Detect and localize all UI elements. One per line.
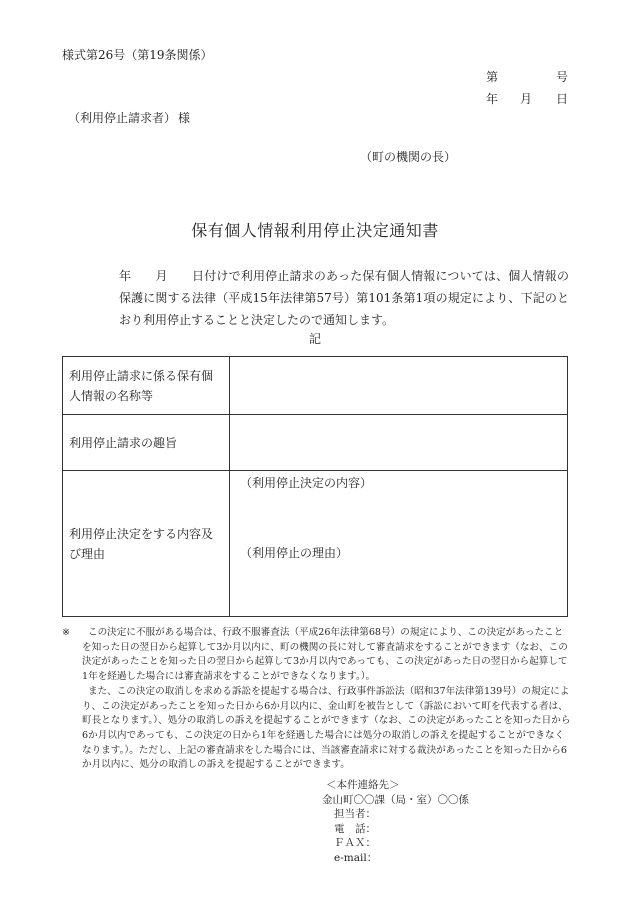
contact-block	[322, 778, 469, 866]
honorific: 様	[178, 111, 191, 125]
date-day: 日	[556, 92, 569, 106]
note-review-request-text: この決定に不服がある場合は、行政不服審査法（平成26年法律第68号）の規定により、この決定があったことを知った日の翌日から起算して3か月以内に、町の機関の長に対して審査請求をすることができます（なお、この決定があったことを知った日の翌日から起算して3か月以内であっても、この決定があった日の翌日から起算して1年を経過した場合には審査請求をすることができなくなります。）。	[82, 627, 568, 683]
notice-body	[64, 265, 569, 331]
row-label-purpose: 利用停止請求の趣旨	[63, 415, 230, 471]
note-review-request	[62, 626, 572, 685]
notes-section	[62, 626, 572, 773]
decision-reason-label: （利用停止の理由）	[240, 546, 349, 560]
table-row	[63, 357, 568, 415]
decision-table	[62, 356, 568, 617]
notice-body-text: 年 月 日付けで利用停止請求のあった保有個人情報については、個人情報の保護に関する法律（平成15年法律第57号）第101条第1項の規定により、下記のとおり利用停止することと決定したので通知します。	[119, 269, 569, 327]
contact-email: e-mail：	[334, 851, 378, 864]
row-value-decision	[230, 471, 568, 617]
document-title: 保有個人情報利用停止決定通知書	[191, 221, 439, 240]
row-value-info-name	[230, 357, 568, 415]
table-row	[63, 415, 568, 471]
row-value-purpose	[230, 415, 568, 471]
number-suffix: 号	[556, 70, 569, 84]
form-number: 様式第26号（第19条関係）	[62, 48, 213, 62]
contact-heading: ＜本件連絡先＞	[326, 779, 400, 791]
note-lawsuit	[62, 685, 572, 773]
row-label-info-name: 利用停止請求に係る保有個人情報の名称等	[63, 357, 230, 415]
number-prefix: 第	[486, 70, 499, 84]
contact-fax: ＦＡＸ：	[334, 837, 376, 850]
contact-dept: 金山町〇〇課（局・室）〇〇係	[322, 793, 469, 806]
contact-person: 担当者：	[334, 808, 376, 821]
decision-content-label: （利用停止決定の内容）	[240, 476, 373, 490]
note-mark: ※	[62, 627, 71, 638]
issuer-label: （町の機関の長）	[360, 150, 457, 164]
row-label-decision: 利用停止決定をする内容及び理由	[63, 471, 230, 617]
note-lawsuit-text: また、この決定の取消しを求める訴訟を提起する場合は、行政事件訴訟法（昭和37年法律第139号）の規定により、この決定があったことを知った日から6か月以内に、金山町を被告として（訴訟において町を代表する者は、町長となります。）、処分の取消しの訴えを提起することができます（なお、この決定があったことを知った日から6か月以内であっても、この決定の日から1年を経過した場合には処分の取消しの訴えを提起することができなくなります。）。ただし、上記の審査請求をした場合には、当該審査請求に対する裁決があったことを知った日から6か月以内に、処分の取消しの訴えを提起することができます。	[82, 685, 571, 771]
ki-marker: 記	[308, 332, 321, 346]
date-month: 月	[520, 92, 533, 106]
recipient-label: （利用停止請求者）	[68, 111, 177, 125]
contact-phone: 電 話：	[334, 822, 376, 835]
table-row	[63, 471, 568, 617]
date-year: 年	[486, 92, 499, 106]
